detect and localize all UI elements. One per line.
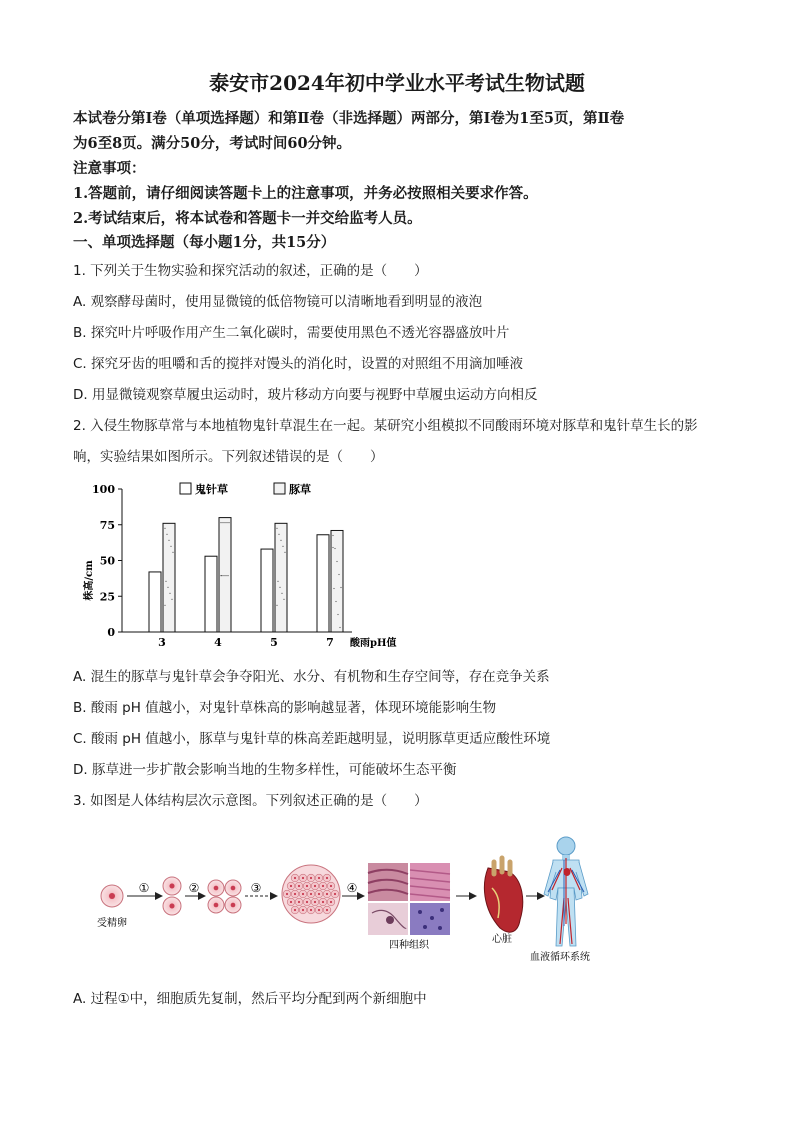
- step-4-label: ④: [346, 881, 358, 895]
- q1-stem: 1. 下列关于生物实验和探究活动的叙述，正确的是（ ）: [73, 263, 428, 279]
- cell-nucleus: [314, 885, 316, 887]
- q3-stem: 3. 如图是人体结构层次示意图。下列叙述正确的是（ ）: [73, 793, 428, 809]
- cell-nucleus: [322, 901, 324, 903]
- bar-stipple: [164, 605, 165, 606]
- bar-stipple: [276, 528, 277, 529]
- q2-option-d: D. 豚草进一步扩散会影响当地的生物多样性，可能破坏生态平衡: [73, 762, 457, 778]
- cell-nucleus: [314, 901, 316, 903]
- bar-tuncao: [275, 523, 287, 632]
- cell-nucleus: [318, 877, 320, 879]
- zygote-cell: [101, 885, 123, 907]
- bar-stipple: [281, 593, 282, 594]
- q2-stem-line-1: 2. 入侵生物豚草常与本地植物鬼针草混生在一起。某研究小组模拟不同酸雨环境对豚草和鬼针草生长的影: [73, 418, 698, 434]
- q2-option-c: C. 酸雨 pH 值越小，豚草与鬼针草的株高差距越明显，说明豚草更适应酸性环境: [73, 731, 551, 747]
- y-tick-label: 0: [107, 626, 115, 639]
- bar-stipple: [336, 561, 337, 562]
- step-3-label: ③: [250, 881, 262, 895]
- q1-option-d: D. 用显微镜观察草履虫运动时，玻片移动方向要与视野中草履虫运动方向相反: [73, 387, 538, 403]
- bar-stipple: [166, 534, 167, 535]
- bar-stipple: [280, 540, 281, 541]
- q2-option-a: A. 混生的豚草与鬼针草会争夺阳光、水分、有机物和生存空间等，存在竞争关系: [73, 669, 550, 685]
- legend-label: 豚草: [289, 483, 311, 496]
- cell-nucleus: [322, 885, 324, 887]
- q2-option-b: B. 酸雨 pH 值越小，对鬼针草株高的影响越显著，体现环境能影响生物: [73, 700, 497, 716]
- q3-structure-diagram: [90, 828, 610, 963]
- bar-stipple: [282, 546, 283, 547]
- cell-nucleus: [330, 885, 332, 887]
- y-axis-label: 株高/cm: [84, 560, 95, 601]
- legend-swatch: [274, 483, 285, 494]
- bar-stipple: [220, 575, 221, 576]
- tissues-label: 四种组织: [389, 940, 429, 951]
- cell-nucleus: [294, 877, 296, 879]
- cell-nucleus: [310, 909, 312, 911]
- q1-option-b: B. 探究叶片呼吸作用产生二氧化碳时，需要使用黑色不透光容器盛放叶片: [73, 325, 510, 341]
- cell-nucleus: [330, 901, 332, 903]
- y-tick-label: 100: [92, 483, 115, 496]
- step-2-label: ②: [188, 881, 200, 895]
- x-tick-label: 3: [158, 636, 166, 649]
- cell-nucleus: [318, 909, 320, 911]
- cell-nucleus: [326, 909, 328, 911]
- bar-stipple: [283, 599, 284, 600]
- bar-stipple: [167, 587, 168, 588]
- circulatory-system-figure: [544, 837, 588, 946]
- bar-stipple: [279, 587, 280, 588]
- bar-stipple: [278, 534, 279, 535]
- bar-stipple: [226, 522, 227, 523]
- bar-stipple: [227, 575, 228, 576]
- bar-guizhencao: [149, 572, 161, 632]
- step-1-label: ①: [138, 881, 150, 895]
- cell-mass: [282, 865, 340, 923]
- x-axis-label: 酸雨pH值: [350, 638, 397, 649]
- bar-stipple: [332, 547, 333, 548]
- legend-swatch: [180, 483, 191, 494]
- cell-nucleus: [318, 893, 320, 895]
- bar-stipple: [332, 535, 333, 536]
- bar-guizhencao: [317, 535, 329, 632]
- legend-label: 鬼针草: [195, 483, 228, 496]
- cell-nucleus: [326, 877, 328, 879]
- bar-stipple: [333, 588, 334, 589]
- bar-stipple: [284, 552, 285, 553]
- bar-stipple: [335, 601, 336, 602]
- cell-nucleus: [290, 885, 292, 887]
- x-tick-label: 5: [270, 636, 278, 649]
- notice-heading: 注意事项：: [73, 160, 146, 177]
- cell-nucleus: [306, 901, 308, 903]
- bar-stipple: [170, 546, 171, 547]
- bar-stipple: [172, 552, 173, 553]
- cell-nucleus: [298, 901, 300, 903]
- bar-tuncao: [163, 523, 175, 632]
- bar-stipple: [277, 581, 278, 582]
- q3-option-a: A. 过程①中，细胞质先复制，然后平均分配到两个新细胞中: [73, 991, 427, 1007]
- q1-option-c: C. 探究牙齿的咀嚼和舌的搅拌对馒头的消化时，设置的对照组不用滴加唾液: [73, 356, 524, 372]
- cell-nucleus: [298, 885, 300, 887]
- q2-bar-chart: [78, 476, 418, 651]
- intro-line-2: 为6至8页。满分50分，考试时间60分钟。: [73, 135, 352, 152]
- system-label: 血液循环系统: [530, 952, 590, 963]
- bar-stipple: [168, 540, 169, 541]
- bar-stipple: [340, 587, 341, 588]
- bar-stipple: [223, 575, 224, 576]
- y-tick-label: 25: [99, 590, 115, 604]
- q1-option-a: A. 观察酵母菌时，使用显微镜的低倍物镜可以清晰地看到明显的液泡: [73, 294, 483, 310]
- two-cell-stage: [163, 877, 181, 915]
- cell-nucleus: [302, 877, 304, 879]
- cell-nucleus: [326, 893, 328, 895]
- bar-stipple: [222, 522, 223, 523]
- bar-stipple: [165, 581, 166, 582]
- bar-stipple: [224, 522, 225, 523]
- bar-stipple: [220, 522, 221, 523]
- cell-nucleus: [294, 893, 296, 895]
- q2-stem-line-2: 响，实验结果如图所示。下列叙述错误的是（ ）: [73, 449, 384, 465]
- heart-label: 心脏: [492, 934, 512, 945]
- notice-2: 2.考试结束后，将本试卷和答题卡一并交给监考人员。: [73, 210, 422, 227]
- bar-guizhencao: [261, 549, 273, 632]
- bar-stipple: [164, 528, 165, 529]
- cell-nucleus: [310, 877, 312, 879]
- bar-stipple: [337, 614, 338, 615]
- cell-nucleus: [302, 909, 304, 911]
- y-tick-label: 75: [99, 518, 115, 532]
- tissue-images: [368, 863, 450, 935]
- bar-stipple: [228, 522, 229, 523]
- cell-nucleus: [310, 893, 312, 895]
- bar-stipple: [338, 574, 339, 575]
- intro-line-1: 本试卷分第Ⅰ卷（单项选择题）和第Ⅱ卷（非选择题）两部分，第Ⅰ卷为1至5页，第Ⅱ卷: [73, 110, 625, 127]
- x-tick-label: 7: [326, 636, 334, 649]
- cell-nucleus: [334, 893, 336, 895]
- zygote-label: 受精卵: [97, 918, 127, 929]
- bar-stipple: [334, 548, 335, 549]
- bar-tuncao: [219, 518, 231, 632]
- bar-stipple: [169, 593, 170, 594]
- notice-1: 1.答题前，请仔细阅读答题卡上的注意事项，并务必按照相关要求作答。: [73, 185, 538, 202]
- cell-nucleus: [290, 901, 292, 903]
- x-tick-label: 4: [214, 636, 222, 649]
- cell-nucleus: [302, 893, 304, 895]
- bar-guizhencao: [205, 556, 217, 632]
- cell-nucleus: [294, 909, 296, 911]
- exam-title: 泰安市2024年初中学业水平考试生物试题: [209, 71, 585, 95]
- heart-image: [484, 858, 522, 932]
- bar-stipple: [225, 575, 226, 576]
- section-heading: 一、单项选择题（每小题1分，共15分）: [73, 234, 336, 251]
- bar-stipple: [171, 599, 172, 600]
- bar-stipple: [339, 627, 340, 628]
- bar-tuncao: [331, 530, 343, 632]
- y-tick-label: 50: [99, 554, 115, 568]
- bar-stipple: [276, 605, 277, 606]
- four-cell-stage: [208, 880, 241, 913]
- cell-nucleus: [306, 885, 308, 887]
- cell-nucleus: [286, 893, 288, 895]
